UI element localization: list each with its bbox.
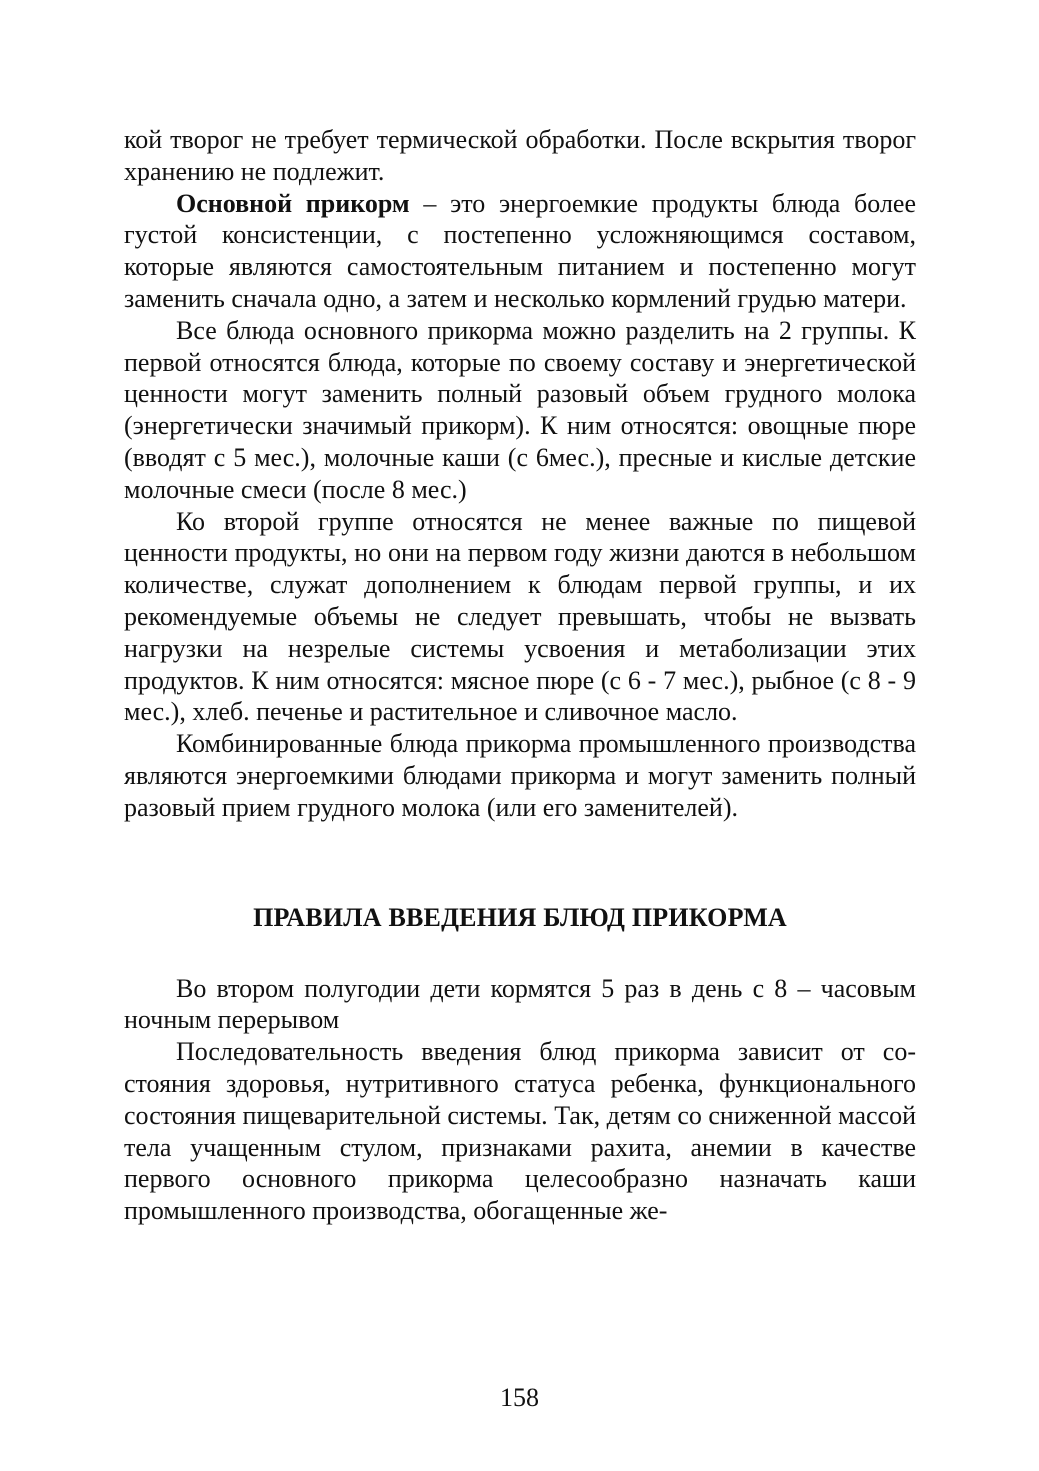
paragraph-4	[124, 506, 916, 729]
paragraph-4-text: Ко второй группе относятся не менее важные по пищевой ценности продукты, но они на первом году жизни даются в небольшом количестве, служат дополнением к блюдам первой группы, и их рекомендуемые объемы не следует превышать, чтобы не вызвать нагрузки на незрелые системы усвоения и метаболизации этих продуктов. К ним относятся: мясное пюре (с 6 - 7 мес.), рыбное (с 8 - 9 мес.), хлеб. печенье и растительное и сливочное масло.	[124, 506, 916, 727]
term-osnovnoy-prikorm: Основной прикорм	[176, 188, 410, 218]
paragraph-6	[124, 973, 916, 1037]
paragraph-7-text: Последовательность введения блюд прикорма зависит от состояния здоровья, нутритивного статуса ребенка, функционального состояния пищеварительной системы. Так, детям со сниженной массой тела учащенным стулом, признаками рахита, анемии в качестве первого основного прикорма целесообразно назначать каши промышленного производства, обогащенные же-	[124, 1037, 916, 1226]
section-heading: ПРАВИЛА ВВЕДЕНИЯ БЛЮД ПРИКОРМА	[253, 902, 787, 932]
paragraph-1-text: кой творог не требует термической обработки. После вскрытия творог хранению не подлежит.	[124, 125, 916, 186]
paragraph-5	[124, 728, 916, 823]
paragraph-2	[124, 188, 916, 315]
paragraph-3-text: Все блюда основного прикорма можно разделить на 2 группы. К первой относятся блюда, которые по своему составу и энергетической ценности могут заменить полный разовый объем грудного молока (энергетически значимый прикорм). К ним относятся: овощные пюре (вводят с 5 мес.), молочные каши (с 6мес.), пресные и кислые детские молочные смеси (после 8 мес.)	[124, 315, 916, 504]
paragraph-3	[124, 315, 916, 506]
page-number: 158	[500, 1383, 539, 1412]
paragraph-1	[124, 124, 916, 188]
paragraph-5-text: Комбинированные блюда прикорма промышленного производства являются энергоемкими блюдами прикорма и могут заменить полный разовый прием грудного молока (или его заменителей).	[124, 729, 916, 822]
paragraph-2-text: – это энергоемкие продукты блюда более густой консистенции, с постепенно усложняющимся составом, которые являются самостоятельным питанием и постепенно могут заменить сначала одно, а затем и несколько кормлений грудью матери.	[124, 188, 917, 313]
paragraph-7	[124, 1036, 916, 1227]
paragraph-6-text: Во втором полугодии дети кормятся 5 раз в день с 8 – часовым ночным перерывом	[124, 973, 916, 1035]
page-body	[124, 124, 916, 1227]
